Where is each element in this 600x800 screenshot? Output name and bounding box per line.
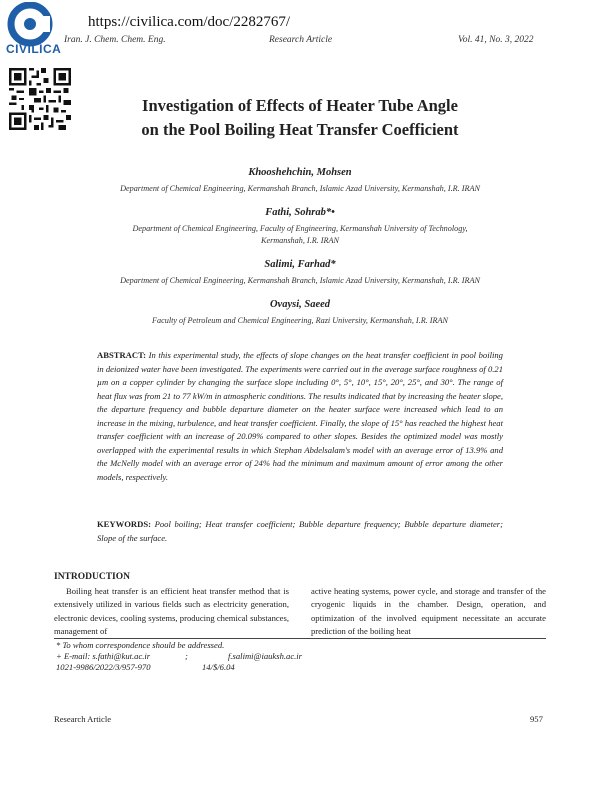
author-name: Khooshehchin, Mohsen <box>248 167 352 178</box>
volume-info: Vol. 41, No. 3, 2022 <box>458 35 534 45</box>
author-block <box>60 298 540 327</box>
footnote-email-separator: ; <box>185 651 188 661</box>
author-affiliation: Faculty of Petroleum and Chemical Engineering, Razi University, Kermanshah, I.R. IRAN <box>152 316 448 325</box>
author-block <box>60 258 540 287</box>
author-name: Salimi, Farhad* <box>264 259 336 270</box>
author-affiliation: Department of Chemical Engineering, Kermanshah Branch, Islamic Azad University, Kermanshah, I.R. IRAN <box>120 184 480 193</box>
abstract-text: In this experimental study, the effects of slope changes on the heat transfer coefficient in pool boiling in deionized water have been investigated. The experiments were carried out in the average surface roughness of 0.21 µm on a copper cylinder by changing the surface slope including 0°, 5°, 10°, 15°, 20°, 25°, and 30°. The range of heat flux was from 21 to 77 kW/m in atmospheric conditions. The results indicated that by increasing the heater slope, the departure frequency and bubble departure diameter on the heater surface were increased which lead to an increase in the mixing, turbulence, and heat transfer coefficient. Finally, the slope of 15° has reached the highest heat transfer coefficient with an increase of 20.09% compared to other slopes. Besides the optimized model was mostly overlapped with the experimental results in which Stephan Abdelsalam's model with an average error of 13.9% and the McNelly model with an average error of 24% had the minimum and maximum amount of error among the other models, respectively. <box>97 350 504 482</box>
footnote-email-1[interactable]: + E-mail: s.fathi@kut.ac.ir <box>56 651 151 661</box>
author-name: Ovaysi, Saeed <box>269 299 331 310</box>
article-type: Research Article <box>269 35 333 45</box>
abstract-label: ABSTRACT: <box>97 350 147 360</box>
keywords-label: KEYWORDS: <box>97 519 151 529</box>
journal-name: Iran. J. Chem. Chem. Eng. <box>64 35 166 45</box>
author-affiliation: Department of Chemical Engineering, Kermanshah Branch, Islamic Azad University, Kermanshah, I.R. IRAN <box>120 276 480 285</box>
author-name: Fathi, Sohrab*• <box>265 207 335 218</box>
document-url[interactable]: https://civilica.com/doc/2282767/ <box>88 14 291 30</box>
civilica-brand-text: CIVILICA <box>6 42 62 56</box>
author-block <box>60 206 540 247</box>
paper-title-line-1: Investigation of Effects of Heater Tube Angle <box>142 96 458 115</box>
footnote-correspondence: * To whom correspondence should be addressed. <box>56 640 225 650</box>
introduction-left-column: Boiling heat transfer is an efficient heat transfer method that is extensively utilized in various fields such as electricity generation, electronic devices, cooling systems, producing chemical substances, management of <box>54 586 289 636</box>
author-affiliation: Department of Chemical Engineering, Faculty of Engineering, Kermanshah University of Technology, Kermanshah, I.R. IRAN <box>132 224 468 245</box>
footer-article-type: Research Article <box>54 714 112 724</box>
page-number: 957 <box>530 714 543 724</box>
keywords <box>97 518 503 545</box>
author-block <box>60 166 540 195</box>
introduction-right-column: active heating systems, power cycle, and storage and transfer of the cryogenic liquids in the chamber. Design, operation, and optimization of the involved equipment necessitate an accurate prediction of the boiling heat <box>311 586 546 636</box>
footnote-issn: 1021-9986/2022/3/957-970 <box>56 662 151 672</box>
footnote-email-2[interactable]: f.salimi@iauksh.ac.ir <box>228 651 303 661</box>
paper-title-line-2: on the Pool Boiling Heat Transfer Coefficient <box>141 120 459 139</box>
footnote-price: 14/$/6.04 <box>202 662 235 672</box>
keywords-text: Pool boiling; Heat transfer coefficient; Bubble departure frequency; Bubble departure diameter; Slope of the surface. <box>97 519 503 543</box>
qr-code <box>9 68 71 130</box>
paper-title <box>90 94 510 142</box>
introduction-heading: INTRODUCTION <box>54 572 131 582</box>
footnote-divider <box>54 638 546 639</box>
abstract <box>97 349 503 484</box>
